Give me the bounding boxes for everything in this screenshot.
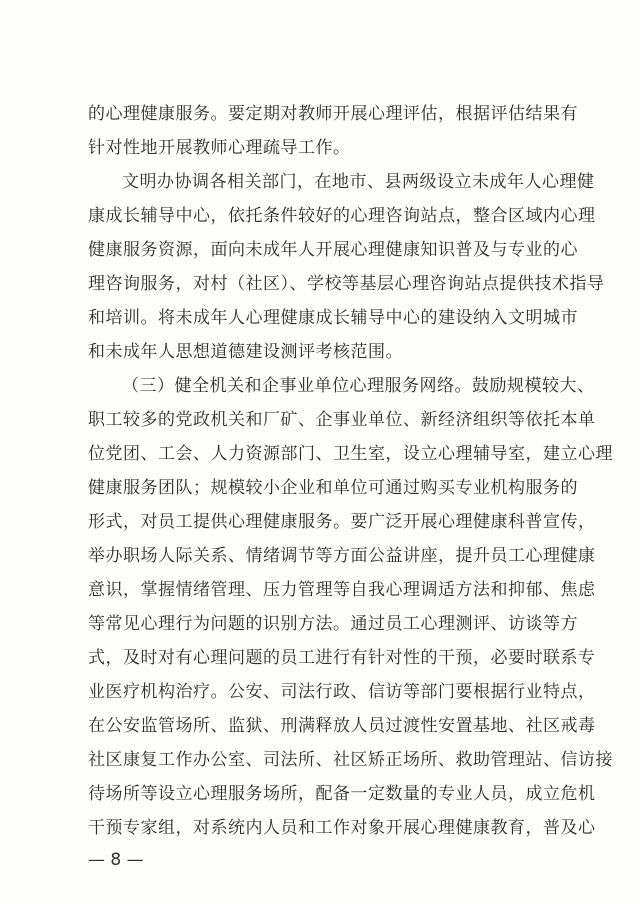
text-line: 健康服务团队；规模较小企业和单位可通过购买专业机构服务的: [88, 478, 578, 498]
text-line: 干预专家组，对系统内人员和工作对象开展心理健康教育，普及心: [88, 818, 596, 838]
text-line: 待场所等设立心理服务场所，配备一定数量的专业人员，成立危机: [88, 784, 596, 804]
text-line: 在公安监管场所、监狱、刑满释放人员过渡性安置基地、社区戒毒: [88, 716, 596, 736]
text-line: 形式，对员工提供心理健康服务。要广泛开展心理健康科普宣传，: [88, 512, 596, 532]
text-line: 举办职场人际关系、情绪调节等方面公益讲座，提升员工心理健康: [88, 546, 596, 566]
text-line: 针对性地开展教师心理疏导工作。: [88, 138, 351, 158]
text-line: 等常见心理行为问题的识别方法。通过员工心理测评、访谈等方: [88, 614, 578, 634]
text-line: 职工较多的党政机关和厂矿、企事业单位、新经济组织等依托本单: [88, 410, 596, 430]
text-line: 和未成年人思想道德建设测评考核范围。: [88, 342, 403, 362]
text-line: 和培训。将未成年人心理健康成长辅导中心的建设纳入文明城市: [88, 308, 578, 328]
text-line: 理咨询服务，对村（社区）、学校等基层心理咨询站点提供技术指导: [88, 274, 605, 294]
text-line: 的心理健康服务。要定期对教师开展心理评估，根据评估结果有: [88, 104, 578, 124]
text-line: 式，及时对有心理问题的员工进行有针对性的干预，必要时联系专: [88, 648, 596, 668]
text-line: 文明办协调各相关部门，在地市、县两级设立未成年人心理健: [122, 172, 595, 192]
page-number: — 8 —: [88, 850, 144, 870]
text-line: 位党团、工会、人力资源部门、卫生室，设立心理辅导室，建立心理: [88, 444, 613, 464]
text-line: 业医疗机构治疗。公安、司法行政、信访等部门要根据行业特点，: [88, 682, 596, 702]
text-line: 健康服务资源，面向未成年人开展心理健康知识普及与专业的心: [88, 240, 578, 260]
section-heading-line: （三）健全机关和企事业单位心理服务网络。鼓励规模较大、: [122, 376, 595, 396]
text-line: 康成长辅导中心，依托条件较好的心理咨询站点，整合区域内心理: [88, 206, 596, 226]
text-line: 意识，掌握情绪管理、压力管理等自我心理调适方法和抑郁、焦虑: [88, 580, 596, 600]
text-line: 社区康复工作办公室、司法所、社区矫正场所、救助管理站、信访接: [88, 750, 613, 770]
